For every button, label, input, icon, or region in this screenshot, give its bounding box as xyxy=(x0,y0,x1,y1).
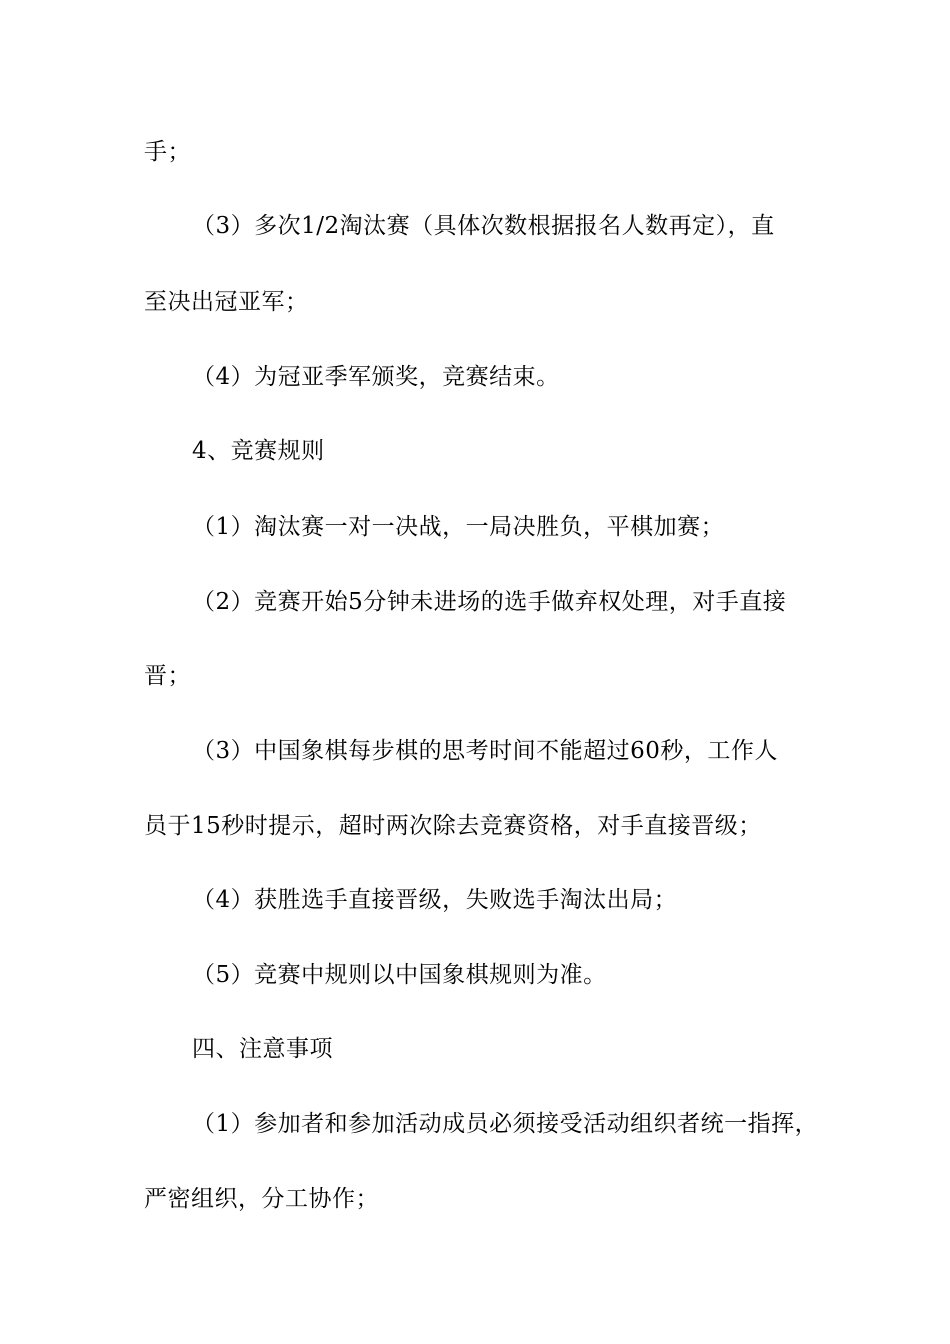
text-line: 至决出冠亚军； xyxy=(144,289,309,315)
text-line: 员于15秒时提示，超时两次除去竞赛资格，对手直接晋级； xyxy=(144,813,762,839)
section-heading: 四、注意事项 xyxy=(192,1036,333,1062)
text-line: （3）中国象棋每步棋的思考时间不能超过60秒，工作人 xyxy=(192,738,778,764)
text-line: 手； xyxy=(144,139,191,165)
text-line: （1）参加者和参加活动成员必须接受活动组织者统一指挥， xyxy=(192,1111,819,1137)
section-heading: 4、竞赛规则 xyxy=(192,438,325,464)
text-line: （3）多次1/2淘汰赛（具体次数根据报名人数再定），直 xyxy=(192,213,775,239)
text-line: （1）淘汰赛一对一决战，一局决胜负，平棋加赛； xyxy=(192,514,725,540)
text-line: （4）为冠亚季军颁奖，竞赛结束。 xyxy=(192,364,560,390)
text-line: 晋； xyxy=(144,663,191,689)
text-line: （5）竞赛中规则以中国象棋规则为准。 xyxy=(192,962,607,988)
text-line: （4）获胜选手直接晋级，失败选手淘汰出局； xyxy=(192,887,678,913)
text-line: （2）竞赛开始5分钟未进场的选手做弃权处理，对手直接 xyxy=(192,589,787,615)
text-line: 严密组织，分工协作； xyxy=(144,1186,379,1212)
